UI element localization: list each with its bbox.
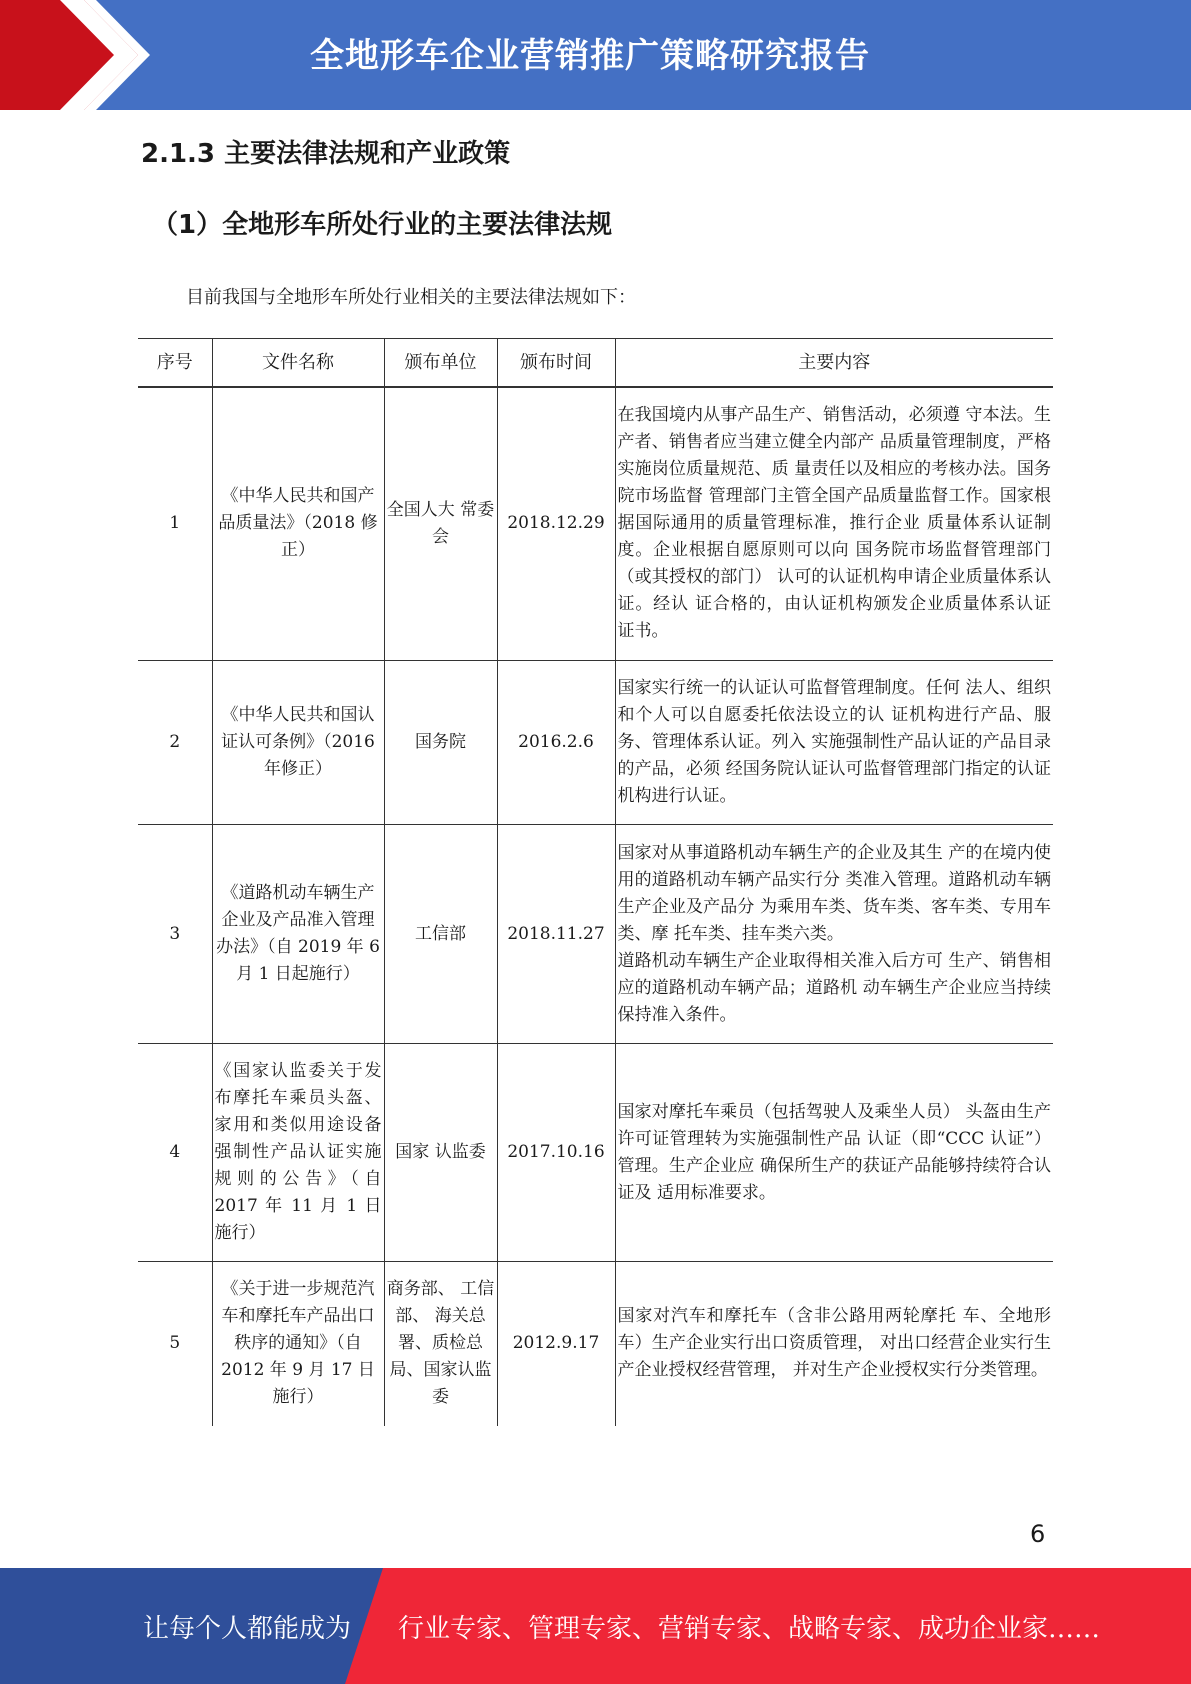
cell-date: 2016.2.6 bbox=[497, 661, 615, 825]
section-heading: 2.1.3 主要法律法规和产业政策 bbox=[141, 139, 511, 169]
cell-issuer: 商务部、 工信部、 海关总署、质检总局、国家认监委 bbox=[384, 1262, 497, 1426]
content-paragraph: 道路机动车辆生产企业取得相关准入后方可 生产、销售相应的道路机动车辆产品；道路机 动车辆生产企业应当持续保持准入条件。 bbox=[617, 950, 1051, 1025]
col-header-date: 颁布时间 bbox=[497, 339, 615, 387]
cell-no: 2 bbox=[138, 661, 212, 825]
cell-content: 国家实行统一的认证认可监督管理制度。任何 法人、组织和个人可以自愿委托依法设立的认 证机构进行产品、服务、管理体系认证。列入 实施强制性产品认证的产品目录的产品，必须 经国务院认证认可监督管理部门指定的认证 机构进行认证。 bbox=[615, 661, 1053, 825]
cell-no: 4 bbox=[138, 1044, 212, 1262]
table-row bbox=[138, 825, 1053, 1044]
table-row bbox=[138, 1262, 1053, 1426]
col-header-issuer: 颁布单位 bbox=[384, 339, 497, 387]
regulations-table bbox=[138, 338, 1053, 1426]
subsection-heading: （1）全地形车所处行业的主要法律法规 bbox=[152, 210, 613, 240]
cell-name: 《中华人民共和国产品质量法》（2018 修正） bbox=[212, 387, 384, 661]
cell-no: 1 bbox=[138, 387, 212, 661]
page-number: 6 bbox=[1030, 1520, 1046, 1548]
footer-slogan-left: 让每个人都能成为 bbox=[143, 1614, 352, 1644]
table-row bbox=[138, 387, 1053, 661]
cell-no: 3 bbox=[138, 825, 212, 1044]
cell-issuer: 工信部 bbox=[384, 825, 497, 1044]
cell-name: 《道路机动车辆生产企业及产品准入管理办法》（自 2019 年 6 月 1 日起施行） bbox=[212, 825, 384, 1044]
report-title: 全地形车企业营销推广策略研究报告 bbox=[310, 36, 870, 76]
cell-name: 《国家认监委关于发布摩托车乘员头盔、家用和类似用途设备强制性产品认证实施规则的公告》（自 2017 年 11 月 1 日施行） bbox=[212, 1044, 384, 1262]
col-header-name: 文件名称 bbox=[212, 339, 384, 387]
page-footer bbox=[0, 1568, 1191, 1684]
intro-paragraph: 目前我国与全地形车所处行业相关的主要法律法规如下： bbox=[186, 287, 636, 308]
cell-content: 在我国境内从事产品生产、销售活动，必须遵 守本法。生产者、销售者应当建立健全内部产 品质量管理制度，严格实施岗位质量规范、质 量责任以及相应的考核办法。国务院市场监督 管理部门主管全国产品质量监督工作。国家根据国际通用的质量管理标准，推行企业 质量体系认证制度。企业根据自愿原则可以向 国务院市场监督管理部门（或其授权的部门） 认可的认证机构申请企业质量体系认证。经认 证合格的，由认证机构颁发企业质量体系认证 证书。 bbox=[615, 387, 1053, 661]
table-row bbox=[138, 661, 1053, 825]
col-header-content: 主要内容 bbox=[615, 339, 1053, 387]
content-paragraph: 国家对从事道路机动车辆生产的企业及其生 产的在境内使用的道路机动车辆产品实行分 类准入管理。道路机动车辆生产企业及产品分 为乘用车类、货车类、客车类、专用车类、摩 托车类、挂车类六类。 bbox=[617, 842, 1051, 944]
cell-issuer: 国务院 bbox=[384, 661, 497, 825]
cell-date: 2018.11.27 bbox=[497, 825, 615, 1044]
cell-date: 2018.12.29 bbox=[497, 387, 615, 661]
cell-issuer: 全国人大 常委会 bbox=[384, 387, 497, 661]
cell-issuer: 国家 认监委 bbox=[384, 1044, 497, 1262]
header-chevron-decoration bbox=[0, 0, 160, 110]
cell-date: 2017.10.16 bbox=[497, 1044, 615, 1262]
table-header-row bbox=[138, 339, 1053, 387]
cell-content: 国家对汽车和摩托车（含非公路用两轮摩托 车、全地形车）生产企业实行出口资质管理， 对出口经营企业实行生产企业授权经营管理， 并对生产企业授权实行分类管理。 bbox=[615, 1262, 1053, 1426]
cell-content: 国家对摩托车乘员（包括驾驶人及乘坐人员） 头盔由生产许可证管理转为实施强制性产品 认证（即“CCC 认证”）管理。生产企业应 确保所生产的获证产品能够持续符合认证及 适用标准要求。 bbox=[615, 1044, 1053, 1262]
cell-content bbox=[615, 825, 1053, 1044]
cell-no: 5 bbox=[169, 1333, 181, 1354]
cell-name: 《关于进一步规范汽车和摩托车产品出口秩序的通知》（自 2012 年 9 月 17 日施行） bbox=[212, 1262, 384, 1426]
table-row bbox=[138, 1044, 1053, 1262]
page-header bbox=[0, 0, 1191, 110]
footer-slogan-right: 行业专家、管理专家、营销专家、战略专家、成功企业家…… bbox=[398, 1614, 1101, 1644]
cell-date: 2012.9.17 bbox=[497, 1262, 615, 1426]
cell-name: 《中华人民共和国认证认可条例》（2016 年修正） bbox=[212, 661, 384, 825]
col-header-no: 序号 bbox=[138, 339, 212, 387]
